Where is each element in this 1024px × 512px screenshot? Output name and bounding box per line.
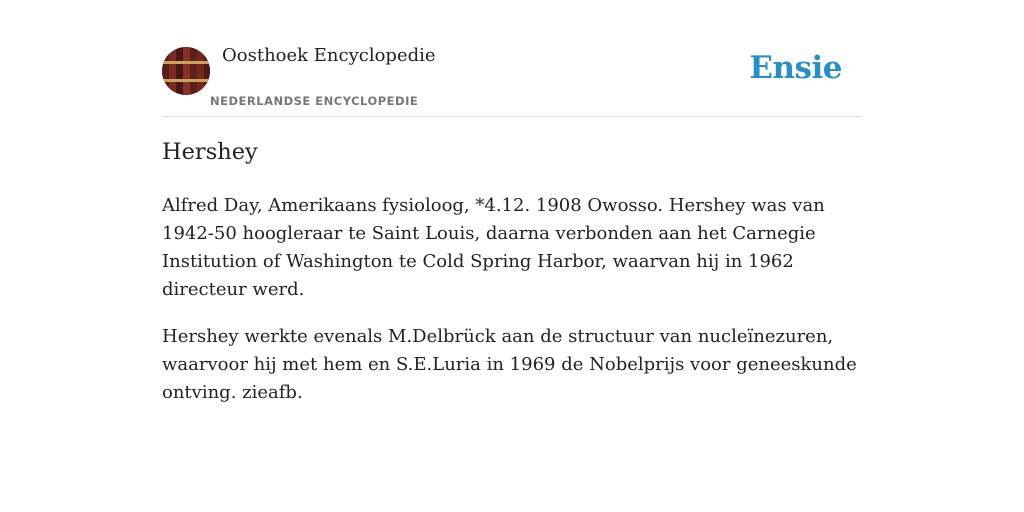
site-header [162,0,862,117]
book-spines-icon[interactable] [162,47,210,95]
page-container [162,0,862,403]
article-body [162,192,862,426]
page-title: Hershey [162,139,258,165]
site-title[interactable]: Oosthoek Encyclopedie [222,45,436,66]
article-paragraph: Alfred Day, Amerikaans fysioloog, *4.12. 1908 Owosso. Hershey was van 1942-50 hoogleraar te Saint Louis, daarna verbonden aan het Carnegie Institution of Washington te Cold Spring Harbor, waarvan hij in 1962 directeur werd. [162,195,825,300]
article-paragraph: Hershey werkte evenals M.Delbrück aan de structuur van nucleïnezuren, waarvoor hij met hem en S.E.Luria in 1969 de Nobelprijs voor geneeskunde ontving. zieafb. [162,326,857,403]
site-subtitle: NEDERLANDSE ENCYCLOPEDIE [210,94,419,108]
ensie-logo-link[interactable]: Ensie [749,50,842,86]
